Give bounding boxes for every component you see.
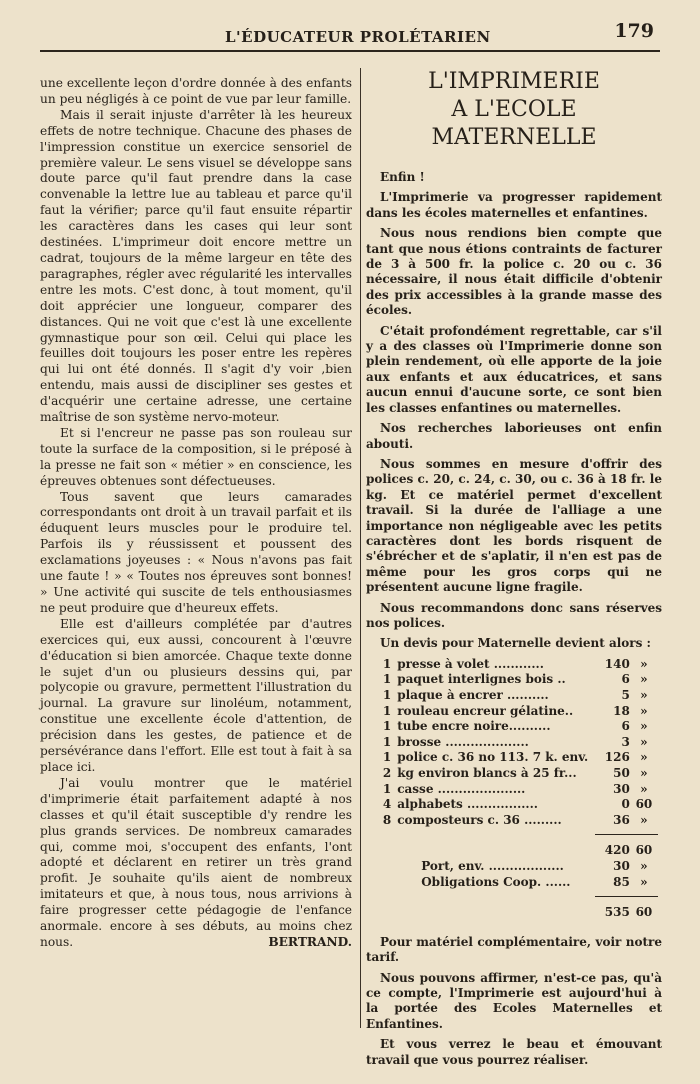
item-label: tube encre noire.......... <box>397 719 551 734</box>
table-row <box>366 704 658 720</box>
article-title-line-1: L'IMPRIMERIE <box>428 69 600 94</box>
item-amount: 50 <box>613 765 630 780</box>
table-row <box>366 859 658 875</box>
item-label: brosse .................... <box>397 734 529 749</box>
item-cents: » <box>640 734 648 749</box>
item-cents: » <box>640 719 648 734</box>
item-quantity: 1 <box>382 734 392 749</box>
column-divider <box>360 68 361 1028</box>
item-cents: » <box>640 781 648 796</box>
item-cents: » <box>640 672 648 687</box>
left-paragraph-5: Elle est d'ailleurs complétée par d'autres exercices qui, eux aussi, concourent à l'œuvre d'éducation si bien amorcée. Chaque texte donne le sujet d'un ou plusieurs dessins qui, par polycopie ou gravure, permettent l'illustration du journal. La gravure sur linoléum, notamment, constitue une excellente école d'attention, de précision dans les gestes, de patience et de persévérance dans l'effort. Elle est tout à fait à sa place ici. <box>40 616 352 774</box>
item-cents: » <box>640 812 648 827</box>
item-quantity: 4 <box>382 797 392 812</box>
price-quote-table <box>366 657 658 921</box>
left-paragraph-4: Tous savent que leurs camarades correspondants ont droit à un travail parfait et ils éduquent leurs muscles pour le produire tel. Parfois ils y réussissent et poussent des exclamations joyeuses : « Nous n'avons pas fait une faute ! » « Toutes nos épreuves sont bonnes! » Une activité qui suscite de tels enthousiasmes ne peut produire que d'heureux effets. <box>40 489 352 615</box>
table-row <box>366 875 658 891</box>
item-amount: 6 <box>621 719 630 734</box>
page-header <box>40 18 660 52</box>
closing-paragraph-3: Et vous verrez le beau et émouvant travail que vous pourrez réaliser. <box>366 1037 662 1067</box>
table-row <box>366 719 658 735</box>
item-quantity: 1 <box>382 656 392 671</box>
table-row <box>366 735 658 751</box>
right-paragraph-3: Nous nous rendions bien compte que tant que nous étions contraints de facturer de 3 à 500 fr. la police c. 20 ou c. 36 nécessaire, il nous était difficile d'obtenir des prix accessibles à la grande masse des écoles. <box>366 226 662 318</box>
author-signature: BERTRAND. <box>268 934 352 949</box>
item-label: rouleau encreur gélatine.. <box>397 703 574 718</box>
subtotal-cents: 60 <box>630 835 658 859</box>
closing-paragraph-1: Pour matériel complémentaire, voir notre tarif. <box>366 934 662 965</box>
left-column <box>40 76 352 951</box>
item-quantity: 2 <box>382 765 392 780</box>
table-row <box>366 688 658 704</box>
extra-amount: 85 <box>613 874 630 889</box>
item-quantity: 8 <box>382 812 392 827</box>
item-label: paquet interlignes bois .. <box>397 672 566 687</box>
item-amount: 126 <box>604 750 630 765</box>
table-row <box>366 782 658 798</box>
closing-paragraph-2: Nous pouvons affirmer, n'est-ce pas, qu'à ce compte, l'Imprimerie est aujourd'hui à la portée des Ecoles Maternelles et Enfantines. <box>366 970 662 1031</box>
header-rule <box>40 50 660 52</box>
item-label: casse ..................... <box>397 781 526 796</box>
item-cents: » <box>640 703 648 718</box>
table-row <box>366 797 658 813</box>
item-quantity: 1 <box>382 672 392 687</box>
table-row <box>366 766 658 782</box>
item-amount: 140 <box>604 656 630 671</box>
item-amount: 0 <box>621 797 630 812</box>
item-quantity: 1 <box>382 719 392 734</box>
item-cents: 60 <box>635 797 653 812</box>
extra-label: Port, env. .................. <box>421 858 564 873</box>
total-row <box>366 897 658 921</box>
item-amount: 18 <box>613 703 630 718</box>
left-paragraph-6: J'ai voulu montrer que le matériel d'imprimerie était parfaitement adapté à nos classes et qu'il était susceptible d'y rendre les plus grands services. De nombreux camarades qui, comme moi, s'occupent des enfants, l'ont adopté et déclarent en retirer un très grand profit. Je souhaite qu'ils aient de nombreux imitateurs et que, à nous tous, nous arrivions à faire progresser cette pédagogie de l'enfance anormale. encore à ses débuts, au moins chez nous. <box>40 775 352 949</box>
extra-label: Obligations Coop. ...... <box>421 874 571 889</box>
right-paragraph-7: Nous recommandons donc sans réserves nos polices. <box>366 600 662 630</box>
left-paragraph-2: Mais il serait injuste d'arrêter là les heureux effets de notre technique. Chacune des phases de l'impression constitue un exercice sensoriel de première valeur. Le sens visuel se développe sans doute parce qu'il faut prendre dans la case convenable la lettre lue au tableau et parce qu'il faut la vérifier; parce qu'il faut ensuite répartir les caractères dans les cases qui leur sont destinées. L'imprimeur doit encore mettre un cadrat, toujours de la même largeur en tête des paragraphes, régler avec régularité les intervalles entre les mots. C'est donc, à tout moment, qu'il doit apprécier une longueur, comparer des distances. Qui ne voit que c'est là une excellente gymnastique pour son œil. Celui qui place les feuilles doit toujours les poser entre les repères qui lui ont été donnés. Il s'agit d'y voir ,bien entendu, mais aussi de discipliner ses gestes et d'acquérir une certaine adresse, une certaine maîtrise de son système nervo-moteur. <box>40 107 352 425</box>
left-paragraph-3: Et si l'encreur ne passe pas son rouleau sur toute la surface de la composition, si le préposé à la presse ne fait son « métier » en conscience, les épreuves obtenues sont défectueuses. <box>40 425 352 488</box>
right-paragraph-5: Nos recherches laborieuses ont enfin abouti. <box>366 421 662 451</box>
item-quantity: 1 <box>382 750 392 765</box>
item-label: alphabets ................. <box>397 797 538 812</box>
item-label: composteurs c. 36 ......... <box>397 812 562 827</box>
total-cents: 60 <box>630 897 658 921</box>
table-row <box>366 672 658 688</box>
table-row <box>366 657 658 673</box>
item-label: kg environ blancs à 25 fr... <box>397 765 577 780</box>
left-paragraph-1: une excellente leçon d'ordre donnée à des enfants un peu négligés à ce point de vue par leur famille. <box>40 76 352 106</box>
item-quantity: 1 <box>382 687 392 702</box>
extra-amount: 30 <box>613 858 630 873</box>
item-quantity: 1 <box>382 703 392 718</box>
extra-cents: » <box>640 858 648 873</box>
item-cents: » <box>640 656 648 671</box>
item-cents: » <box>640 687 648 702</box>
total-amount: 535 <box>595 897 629 921</box>
right-column <box>366 64 662 1073</box>
subtotal-row <box>366 835 658 859</box>
right-paragraph-1: Enfin ! <box>380 170 425 184</box>
page-number: 179 <box>614 20 654 42</box>
article-title-line-2: A L'ECOLE MATERNELLE <box>431 97 597 150</box>
item-cents: » <box>640 750 648 765</box>
item-amount: 36 <box>613 812 630 827</box>
item-label: presse à volet ............ <box>397 656 544 671</box>
item-amount: 6 <box>621 672 630 687</box>
item-cents: » <box>640 765 648 780</box>
table-row <box>366 750 658 766</box>
item-amount: 5 <box>621 687 630 702</box>
journal-title: L'ÉDUCATEUR PROLÉTARIEN <box>225 28 491 46</box>
item-label: police c. 36 no 113. 7 k. env. <box>397 750 589 765</box>
item-label: plaque à encrer .......... <box>397 687 549 702</box>
right-paragraph-4: C'était profondément regrettable, car s'il y a des classes où l'Imprimerie donne son plein rendement, où elle apporte de la joie aux enfants et aux éducatrices, et sans aucun ennui d'aucune sorte, ce sont bien les classes enfantines ou maternelles. <box>366 323 662 415</box>
right-paragraph-2: L'Imprimerie va progresser rapidement dans les écoles maternelles et enfantines. <box>366 190 662 220</box>
right-paragraph-8: Un devis pour Maternelle devient alors : <box>380 636 651 651</box>
spacer <box>366 921 662 935</box>
table-row <box>366 813 658 829</box>
item-amount: 30 <box>613 781 630 796</box>
item-amount: 3 <box>621 734 630 749</box>
extra-cents: » <box>640 874 648 889</box>
subtotal-amount: 420 <box>595 835 629 859</box>
right-paragraph-6: Nous sommes en mesure d'offrir des polices c. 20, c. 24, c. 30, ou c. 36 à 18 fr. le kg. Et ce matériel permet d'excellent travail. Si la durée de l'alliage a une importance non négligeable avec les petits caractères dont les bords risquent de s'ébrécher et de s'aplatir, il n'en est pas de même pour les gros corps qui ne présentent aucune ligne fragile. <box>366 456 662 595</box>
item-quantity: 1 <box>382 781 392 796</box>
